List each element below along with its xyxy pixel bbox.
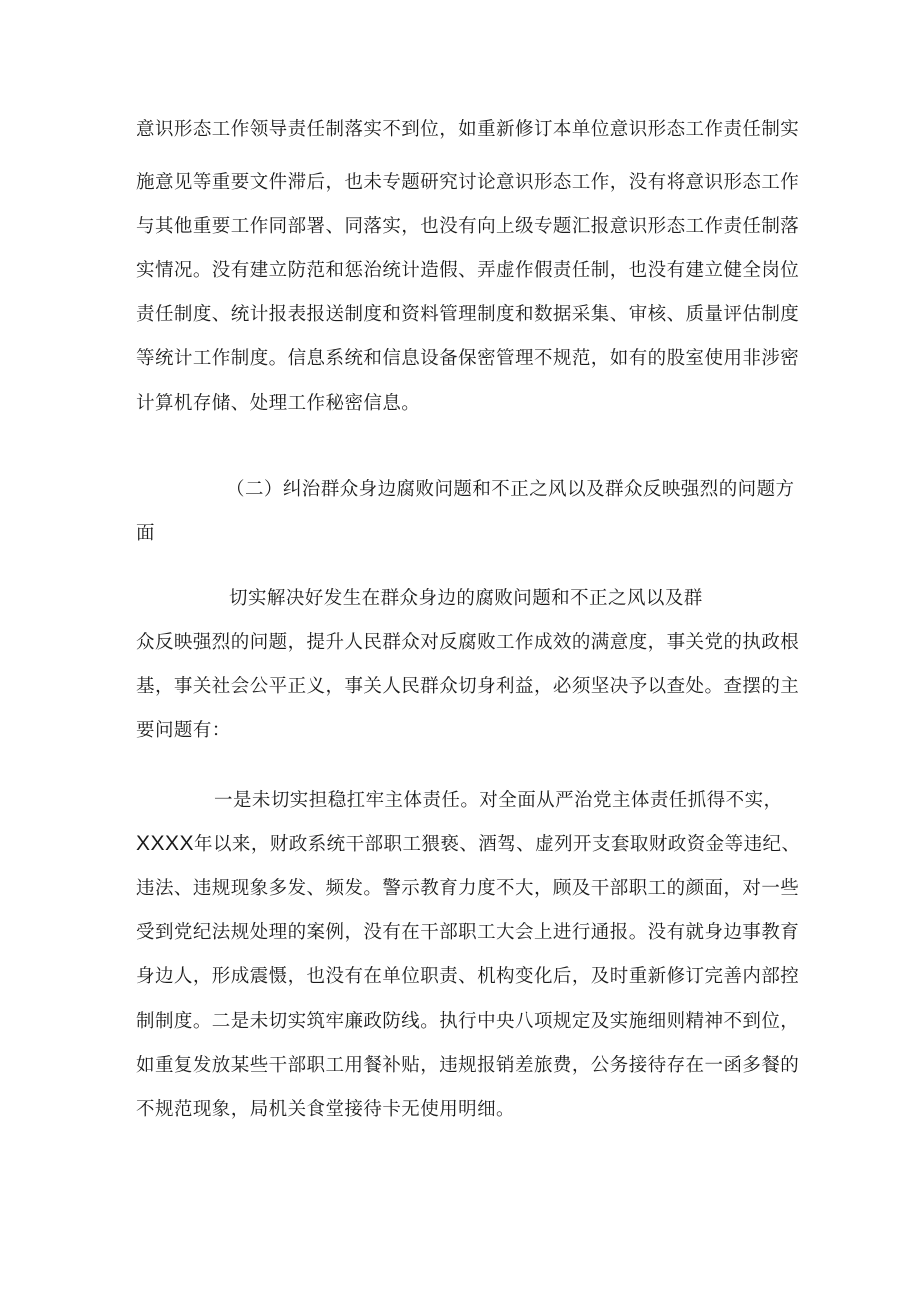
paragraph-1-line-3: 与其他重要工作同部署、同落实，也没有向上级专题汇报意识形态工作责任制落 xyxy=(136,216,800,237)
paragraph-3-line-8: 不规范现象，局机关食堂接待卡无使用明细。 xyxy=(136,1099,516,1120)
paragraph-2-line-2: 众反映强烈的问题，提升人民群众对反腐败工作成效的满意度，事关党的执政根 xyxy=(136,632,800,653)
section-heading-line-2: 面 xyxy=(136,523,155,544)
paragraph-3-line-4: 受到党纪法规处理的案例，没有在干部职工大会上进行通报。没有就身边事教育 xyxy=(136,922,800,943)
paragraph-3-line-3: 违法、违规现象多发、频发。警示教育力度不大，顾及干部职工的颜面，对一些 xyxy=(136,878,800,899)
paragraph-2-line-1: 切实解决好发生在群众身边的腐败问题和不正之风以及群 xyxy=(229,588,703,609)
paragraph-3-line-2-text: 年以来，财政系统干部职工猥亵、酒驾、虚列开支套取财政资金等违纪、 xyxy=(194,834,801,855)
paragraph-1-line-7: 计算机存储、处理工作秘密信息。 xyxy=(136,393,421,414)
paragraph-1-line-6: 等统计工作制度。信息系统和信息设备保密管理不规范，如有的股室使用非涉密 xyxy=(136,348,800,369)
paragraph-3-line-5: 身边人，形成震慑，也没有在单位职责、机构变化后，及时重新修订完善内部控 xyxy=(136,966,800,987)
paragraph-3-line-2 xyxy=(136,832,800,857)
paragraph-3-line-7: 如重复发放某些干部职工用餐补贴，违规报销差旅费，公务接待存在一函多餐的 xyxy=(136,1055,800,1076)
paragraph-1-line-5: 责任制度、统计报表报送制度和资料管理制度和数据采集、审核、质量评估制度 xyxy=(136,304,800,325)
paragraph-1-line-1: 意识形态工作领导责任制落实不到位，如重新修订本单位意识形态工作责任制实 xyxy=(136,119,800,140)
paragraph-1-line-4: 实情况。没有建立防范和惩治统计造假、弄虚作假责任制，也没有建立健全岗位 xyxy=(136,260,800,281)
section-heading-line-1: （二）纠治群众身边腐败问题和不正之风以及群众反映强烈的问题方 xyxy=(226,479,795,500)
paragraph-2-line-4: 要问题有： xyxy=(136,720,231,741)
paragraph-1-line-2: 施意见等重要文件滞后，也未专题研究讨论意识形态工作，没有将意识形态工作 xyxy=(136,172,800,193)
paragraph-2-line-3: 基，事关社会公平正义，事关人民群众切身利益，必须坚决予以查处。查摆的主 xyxy=(136,676,800,697)
paragraph-3-line-6: 制制度。二是未切实筑牢廉政防线。执行中央八项规定及实施细则精神不到位， xyxy=(136,1011,800,1032)
placeholder-year: XXXX xyxy=(136,832,195,855)
paragraph-3-line-1: 一是未切实担稳扛牢主体责任。对全面从严治党主体责任抓得不实， xyxy=(214,790,783,811)
